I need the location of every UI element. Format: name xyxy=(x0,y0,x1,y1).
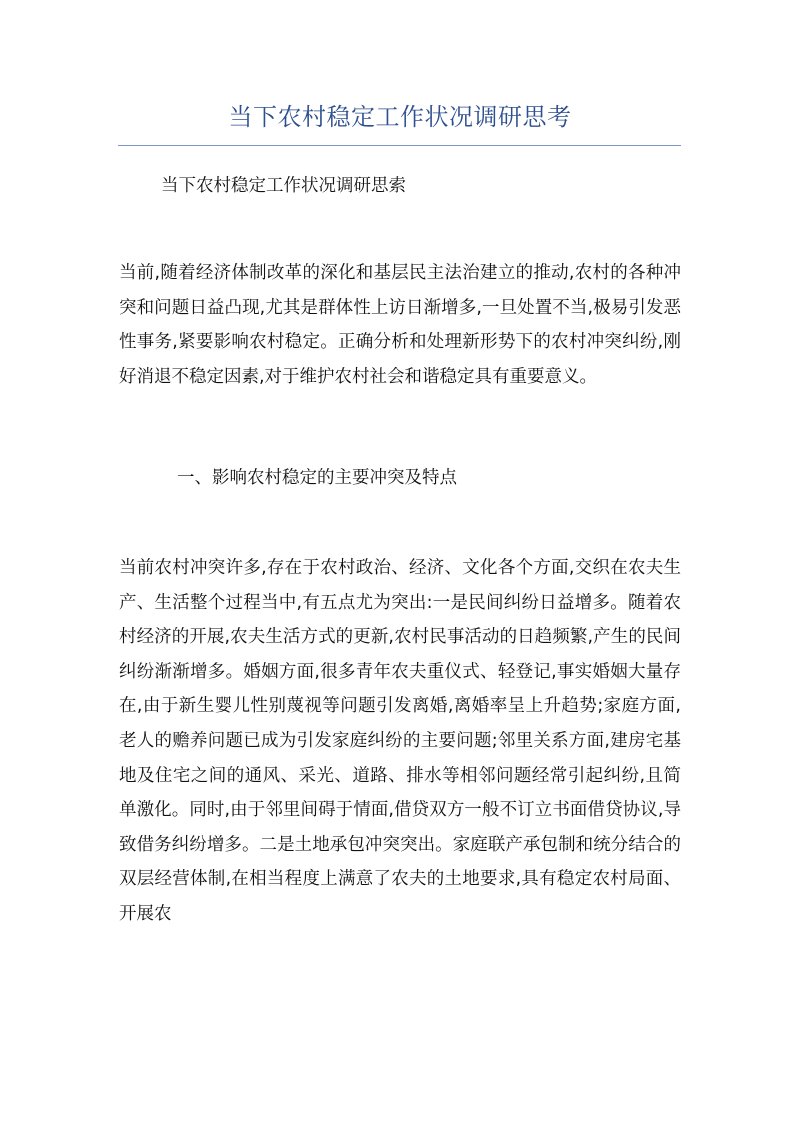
body-paragraph-2: 当前农村冲突许多,存在于农村政治、经济、文化各个方面,交织在农夫生产、生活整个过程当中,有五点尤为突出:一是民间纠纷日益增多。随着农村经济的开展,农夫生活方式的更新,农村民事活动的日趋频繁,产生的民间纠纷渐渐增多。婚姻方面,很多青年农夫重仪式、轻登记,事实婚姻大量存在,由于新生婴儿性别蔑视等问题引发离婚,离婚率呈上升趋势;家庭方面,老人的赡养问题已成为引发家庭纠纷的主要问题;邻里关系方面,建房宅基地及住宅之间的通风、采光、道路、排水等相邻问题经常引起纠纷,且简单激化。同时,由于邻里间碍于情面,借贷双方一般不订立书面借贷协议,导致借务纠纷增多。二是土地承包冲突突出。家庭联产承包制和统分结合的双层经营体制,在相当程度上满意了农夫的土地要求,具有稳定农村局面、开展农 xyxy=(119,558,681,924)
document-subtitle: 当下农村稳定工作状况调研思索 xyxy=(161,176,406,196)
document-title: 当下农村稳定工作状况调研思考 xyxy=(228,103,572,131)
body-paragraph-1: 当前,随着经济体制改革的深化和基层民主法治建立的推动,农村的各种冲突和问题日益凸现,尤其是群体性上访日渐增多,一旦处置不当,极易引发恶性事务,紧要影响农村稳定。正确分析和处理新形势下的农村冲突纠纷,刚好消退不稳定因素,对于维护农村社会和谐稳定具有重要意义。 xyxy=(119,263,681,387)
title-underline-rule xyxy=(118,145,681,146)
section-heading-1: 一、影响农村稳定的主要冲突及特点 xyxy=(177,468,457,488)
